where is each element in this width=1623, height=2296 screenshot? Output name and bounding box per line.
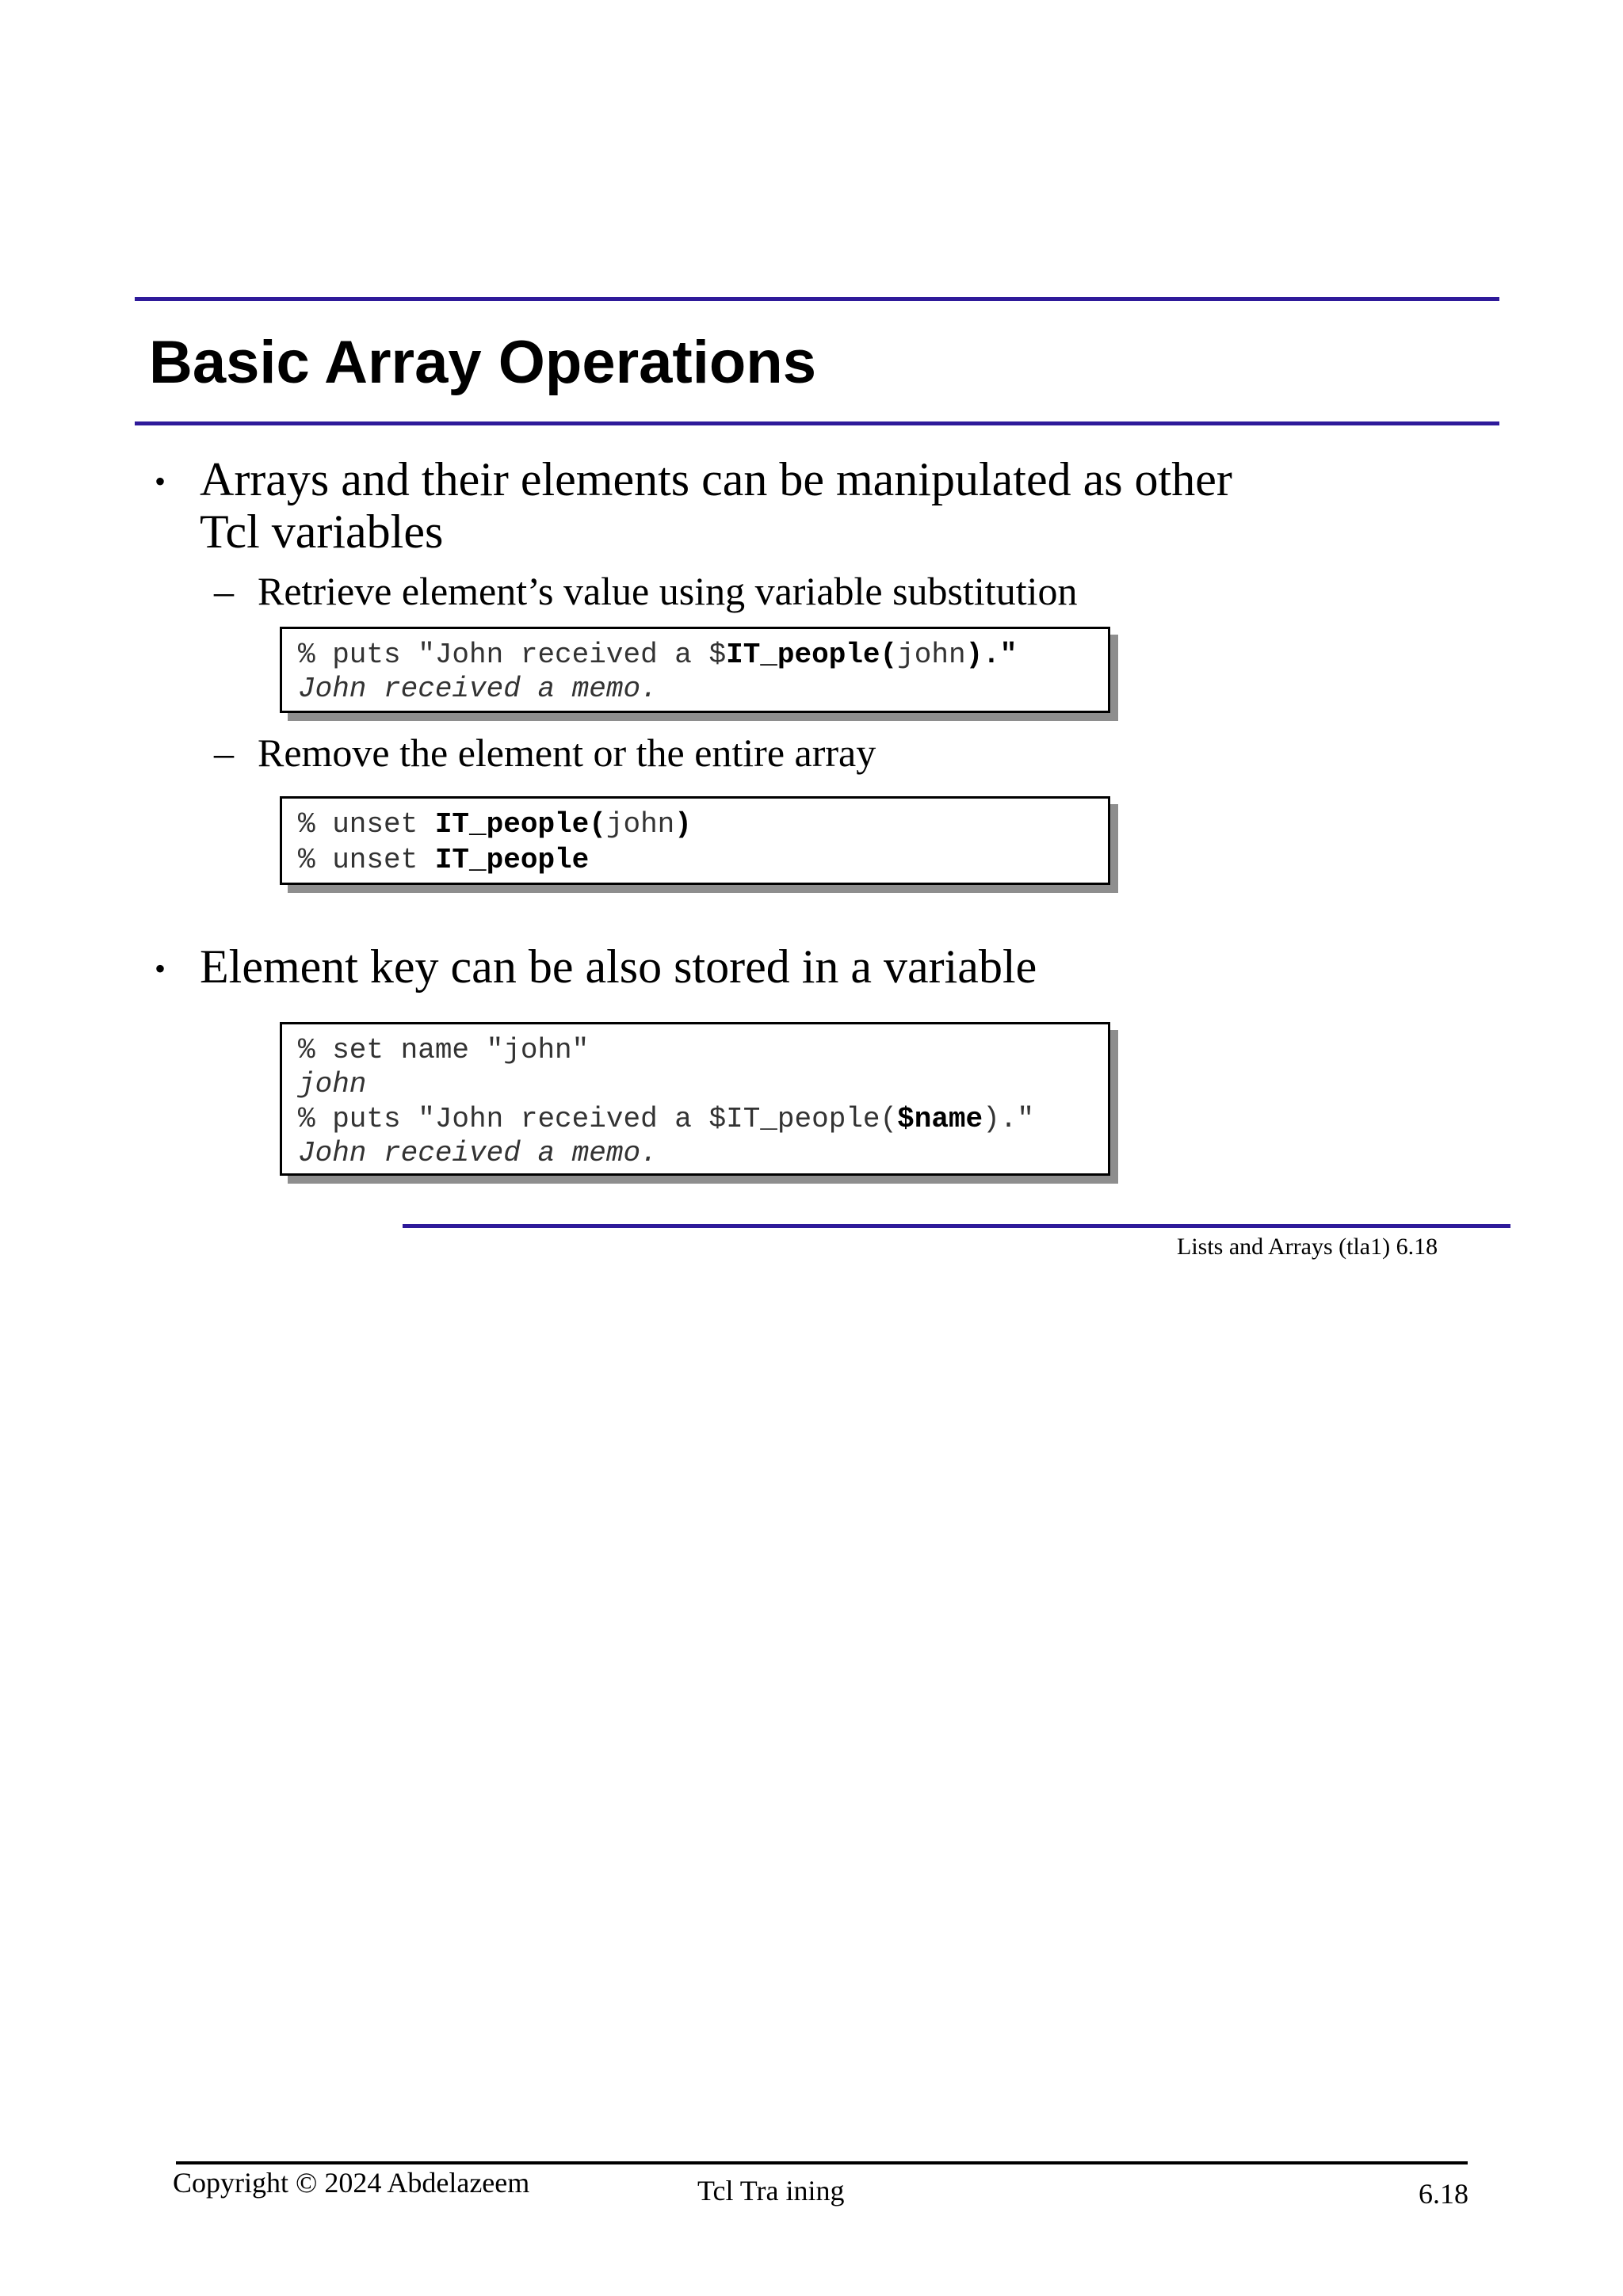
footer-rule	[176, 2161, 1468, 2164]
code-text: % unset	[298, 844, 435, 876]
code-output-line: john	[298, 1068, 367, 1100]
code-line: % set name "john"	[298, 1034, 590, 1066]
footer-course: Tcl Tra ining	[697, 2175, 845, 2206]
subitem-retrieve: Retrieve element’s value using variable substitution	[258, 569, 1078, 613]
bullet-marker: •	[155, 463, 166, 499]
code-output-line: John received a memo.	[298, 673, 658, 705]
title-top-rule	[135, 297, 1499, 301]
dash-marker: –	[214, 730, 234, 775]
bullet-1-line-1: Arrays and their elements can be manipulated as other	[200, 453, 1232, 505]
code-line	[298, 637, 1108, 673]
footer-page-number: 6.18	[1419, 2178, 1468, 2210]
slide-title: Basic Array Operations	[149, 329, 816, 396]
code-text: % puts "John received a $IT_people(	[298, 1103, 898, 1135]
bullet-2: Element key can be also stored in a variable	[200, 940, 1037, 993]
code-block-unset	[280, 796, 1110, 885]
code-text-bold: IT_people(	[726, 639, 898, 671]
code-block-retrieve	[280, 627, 1110, 713]
dash-marker: –	[214, 569, 234, 613]
code-output-line: John received a memo.	[298, 1137, 658, 1169]
code-text: )."	[983, 1103, 1034, 1135]
code-text-bold: IT_people(	[434, 808, 606, 841]
code-line	[298, 842, 1108, 878]
code-text-bold: )	[674, 808, 692, 841]
code-text: john	[897, 639, 966, 671]
code-text: john	[605, 808, 675, 841]
code-block-variable-key	[280, 1022, 1110, 1176]
title-bottom-rule	[135, 421, 1499, 425]
bullet-1-line-2: Tcl variables	[200, 505, 444, 558]
code-text-bold: )."	[965, 639, 1018, 671]
code-line	[298, 1101, 1108, 1137]
notes-rule	[403, 1224, 1510, 1228]
code-text-bold: $name	[897, 1103, 983, 1135]
subitem-remove: Remove the element or the entire array	[258, 730, 876, 775]
code-line	[298, 807, 1108, 842]
slide-notes-footer: Lists and Arrays (tla1) 6.18	[1177, 1234, 1438, 1260]
code-text-bold: IT_people	[434, 844, 590, 876]
code-text: % puts "John received a $	[298, 639, 727, 671]
code-text: % unset	[298, 808, 435, 841]
bullet-marker: •	[155, 951, 166, 986]
footer-copyright: Copyright © 2024 Abdelazeem	[173, 2167, 530, 2199]
bullet-1	[200, 453, 1232, 558]
